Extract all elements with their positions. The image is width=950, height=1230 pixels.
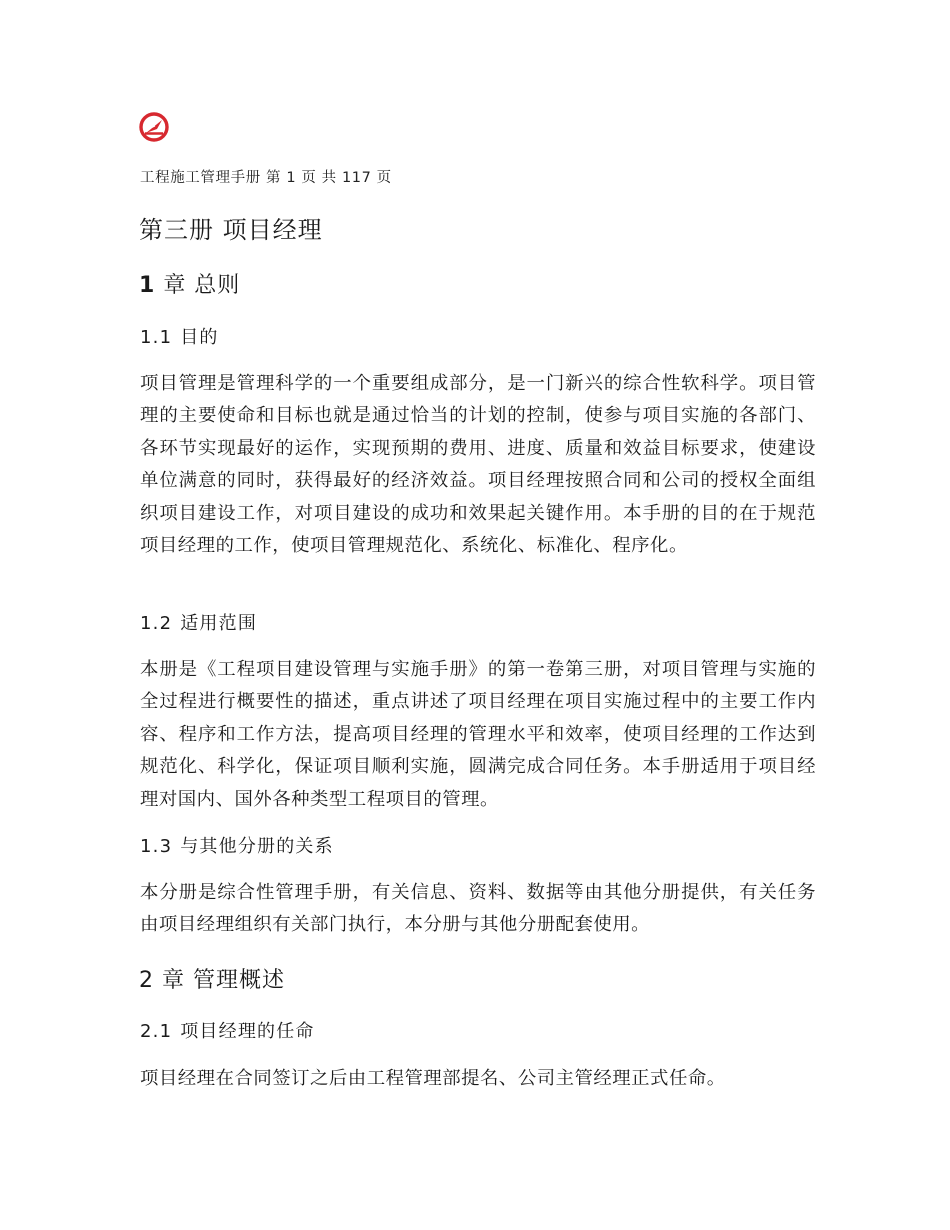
- chapter-title: 章 管理概述: [162, 968, 285, 993]
- chapter-number: 1: [139, 273, 156, 298]
- company-logo-icon: [139, 112, 169, 142]
- section-title: 与其他分册的关系: [180, 836, 334, 857]
- section-number: 1.3: [140, 836, 173, 857]
- chapter-title: 章 总则: [163, 273, 241, 298]
- section-title: 适用范围: [180, 613, 258, 634]
- chapter-number: 2: [139, 968, 154, 993]
- section-heading: [140, 1017, 315, 1043]
- volume-title: 第三册 项目经理: [139, 216, 323, 244]
- body-paragraph: 本册是《工程项目建设管理与实施手册》的第一卷第三册，对项目管理与实施的全过程进行概要性的描述，重点讲述了项目经理在项目实施过程中的主要工作内容、程序和工作方法，提高项目经理的管理水平和效率，使项目经理的工作达到规范化、科学化，保证项目顺利实施，圆满完成合同任务。本手册适用于项目经理对国内、国外各种类型工程项目的管理。: [140, 659, 816, 810]
- section-number: 1.2: [140, 613, 173, 634]
- section-number: 2.1: [140, 1021, 173, 1042]
- body-paragraph: 项目管理是管理科学的一个重要组成部分，是一门新兴的综合性软科学。项目管理的主要使命和目标也就是通过恰当的计划的控制，使参与项目实施的各部门、各环节实现最好的运作，实现预期的费用、进度、质量和效益目标要求，使建设单位满意的同时，获得最好的经济效益。项目经理按照合同和公司的授权全面组织项目建设工作，对项目建设的成功和效果起关键作用。本手册的目的在于规范项目经理的工作，使项目管理规范化、系统化、标准化、程序化。: [140, 373, 816, 557]
- body-paragraph: 项目经理在合同签订之后由工程管理部提名、公司主管经理正式任命。: [140, 1068, 726, 1089]
- section-title: 项目经理的任命: [180, 1021, 315, 1042]
- page-header: 工程施工管理手册 第 1 页 共 117 页: [140, 170, 392, 186]
- chapter-heading: [139, 268, 240, 299]
- section-heading: [140, 832, 334, 858]
- section-title: 目的: [180, 327, 219, 348]
- body-paragraph: 本分册是综合性管理手册，有关信息、资料、数据等由其他分册提供，有关任务由项目经理组织有关部门执行，本分册与其他分册配套使用。: [140, 882, 816, 936]
- section-heading: [140, 323, 219, 349]
- section-heading: [140, 609, 257, 635]
- chapter-heading: [139, 963, 285, 994]
- section-number: 1.1: [140, 327, 173, 348]
